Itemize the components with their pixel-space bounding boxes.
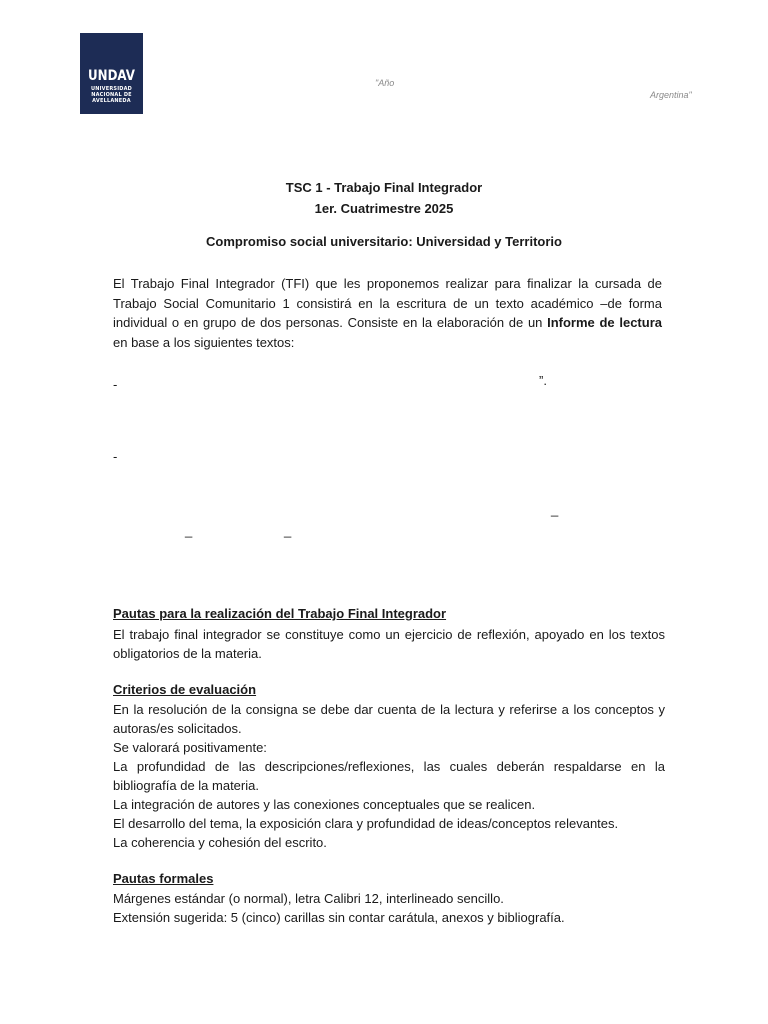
criterios-p2: Se valorará positivamente: (113, 740, 267, 755)
pautas-heading: Pautas para la realización del Trabajo Final Integrador (113, 606, 447, 621)
criterios-p3: La profundidad de las descripciones/reflexiones, las cuales deberán respaldarse en la bibliografía de la materia. (113, 759, 665, 793)
document-period: 1er. Cuatrimestre 2025 (314, 201, 454, 216)
university-logo (80, 33, 143, 114)
document-subtitle: Compromiso social universitario: Universidad y Territorio (206, 234, 562, 249)
intro-text-start: El Trabajo Final Integrador (TFI) que les proponemos realizar para finalizar la cursada de Trabajo Social Comunitario 1 consistirá en la escritura de un texto académico –de forma individual o en grupo de dos personas. Consiste en la elaboración de un (113, 276, 662, 330)
undav-logo-mark (87, 66, 136, 82)
formales-p2: Extensión sugerida: 5 (cinco) carillas sin contar carátula, anexos y bibliografía. (113, 910, 565, 925)
intro-bold-term: Informe de lectura (547, 315, 662, 330)
logo-line-2: NACIONAL DE (91, 92, 132, 98)
header-quote-right: Argentina" (650, 90, 692, 100)
intro-paragraph (113, 274, 662, 352)
list-quote-end: ”. (539, 373, 547, 388)
pautas-text: El trabajo final integrador se constituye como un ejercicio de reflexión, apoyado en los textos obligatorios de la materia. (113, 627, 665, 661)
list-underscore-2: _ (185, 523, 193, 538)
criterios-p6: La coherencia y cohesión del escrito. (113, 835, 327, 850)
criterios-p4: La integración de autores y las conexiones conceptuales que se realicen. (113, 797, 536, 812)
list-underscore-3: _ (284, 523, 292, 538)
intro-text-end: en base a los siguientes textos: (113, 334, 295, 350)
formales-p1: Márgenes estándar (o normal), letra Calibri 12, interlineado sencillo. (113, 891, 504, 906)
logo-mark-text: UNDAV (88, 68, 136, 84)
criterios-heading: Criterios de evaluación (113, 682, 257, 697)
list-underscore-1: _ (551, 502, 559, 517)
criterios-p5: El desarrollo del tema, la exposición clara y profundidad de ideas/conceptos relevantes. (113, 816, 619, 831)
header-quote-left: "Año (375, 78, 395, 88)
logo-line-3: AVELLANEDA (92, 98, 131, 104)
document-title: TSC 1 - Trabajo Final Integrador (285, 180, 483, 195)
list-dash-1: - (113, 377, 118, 392)
logo-line-1: UNIVERSIDAD (90, 86, 133, 92)
list-dash-2: - (113, 449, 118, 464)
criterios-p1: En la resolución de la consigna se debe dar cuenta de la lectura y referirse a los conceptos y autoras/es solicitados. (113, 702, 665, 736)
formales-heading: Pautas formales (113, 871, 214, 886)
